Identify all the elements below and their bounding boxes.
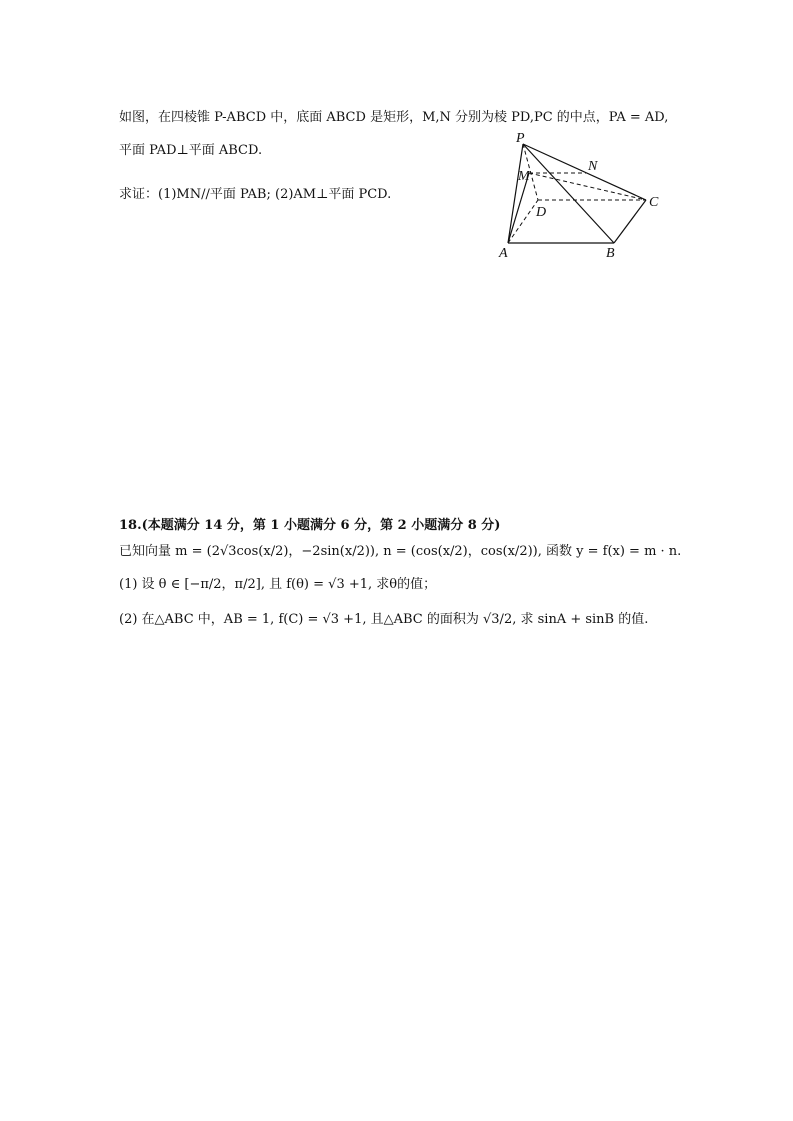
label-C: C	[649, 195, 659, 210]
problem18-part2: (2) 在△ABC 中，AB = 1, f(C) = √3 +1, 且△ABC 的面积为 √3/2, 求 sinA + sinB 的值.	[119, 612, 649, 627]
edge-BC	[614, 200, 646, 243]
label-B: B	[606, 246, 615, 261]
label-M: M	[518, 169, 530, 184]
label-D: D	[536, 205, 547, 220]
label-A: A	[499, 246, 508, 261]
label-P: P	[516, 131, 525, 146]
pyramid-figure	[496, 128, 666, 262]
problem18-statement: 已知向量 m = (2√3cos(x/2)，−2sin(x/2)), n = (cos(x/2)，cos(x/2)), 函数 y = f(x) = m · n.	[119, 544, 682, 559]
label-N: N	[588, 159, 598, 174]
edge-AD	[508, 200, 538, 243]
problem17-statement-line2: 平面 PAD⊥平面 ABCD.	[119, 143, 263, 158]
problem18-part1: (1) 设 θ ∈ [−π/2，π/2], 且 f(θ) = √3 +1, 求θ的值；	[119, 577, 437, 592]
edge-PC	[523, 144, 646, 200]
segment-MC	[529, 173, 646, 200]
problem17-statement-line1: 如图，在四棱锥 P-ABCD 中，底面 ABCD 是矩形，M,N 分别为棱 PD,PC 的中点，PA = AD,	[119, 110, 669, 125]
problem18-header: 18.(本题满分 14 分，第 1 小题满分 6 分，第 2 小题满分 8 分)	[119, 518, 501, 533]
problem17-requirement: 求证：(1)MN//平面 PAB; (2)AM⊥平面 PCD.	[119, 187, 392, 202]
edge-PA	[508, 144, 523, 243]
